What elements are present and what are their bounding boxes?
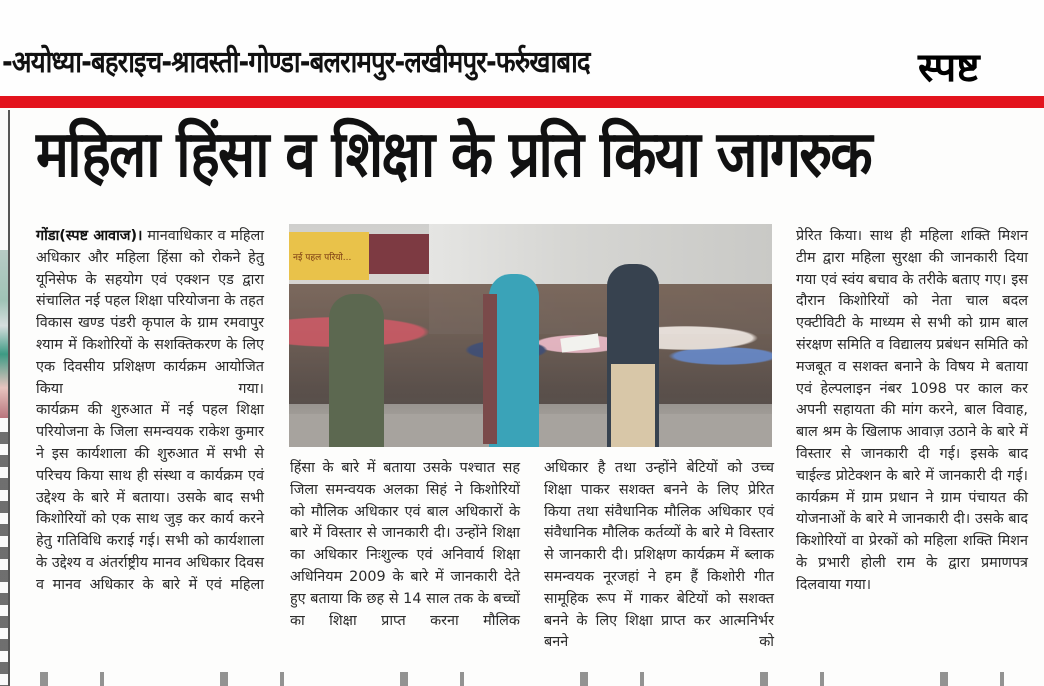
next-headline-fragment <box>40 672 1030 686</box>
article-paragraph: अधिकार है तथा उन्होंने बेटियों को उच्च शिक्षा पाकर सशक्त बनने के लिए प्रेरित किया तथा संवैधानिक मौलिक अधिकार एवं संवैधानिक मौलिक कर्तव्यों के बारे मे विस्तार से जानकारी दी। प्रशिक्षण कार्यक्रम में ब्लाक समन्वयक नूरजहां ने हम हैं किशोरी गीत सामूहिक रूप में गाकर बेटियों को सशक्त बनने के लिए शिक्षा प्राप्त कर आत्मनिर्भर बनने को <box>544 460 774 651</box>
photo-shawl <box>483 294 497 444</box>
article-column-2 <box>290 458 520 632</box>
photo-person-police-officer <box>607 264 659 447</box>
photo-person-green-jacket <box>329 294 384 447</box>
article-paragraph: हिंसा के बारे में बताया उसके पश्चात सह जिला समन्वयक अलका सिहं ने किशोरियों को मौलिक अधिकार एवं बाल अधिकारों के बारे में विस्तार से जानकारी दी। उन्होंने शिक्षा का अधिकार निःशुल्क एवं अनिवार्य शिक्षा अधिनियम 2009 के बारे में जानकारी देते हुए बताया कि छह से 14 साल तक के बच्चों का शिक्षा प्राप्त करना मौलिक <box>290 460 520 629</box>
article-headline: महिला हिंसा व शिक्षा के प्रति किया जागरुक <box>36 118 871 192</box>
photo-person-teal-suit <box>489 274 539 447</box>
article-photo <box>289 224 772 447</box>
article-paragraph: प्रेरित किया। साथ ही महिला शक्ति मिशन टीम द्वारा महिला सुरक्षा की जानकारी दिया गया एवं स्वंय बचाव के तरीके बताए गए। इस दौरान किशोरियों को नेता चाल बदल एक्टीविटी के माध्यम से सभी को ग्राम बाल संरक्षण समिति व विद्यालय प्रबंधन समिति को मजबूत व सशक्त बनाने के विषय मे बताया एवं हेल्पलाइन नंबर 1098 पर काल कर अपनी सहायता की मांग करने, बाल विवाह, बाल श्रम के खिलाफ आवाज़ उठाने के बारे में विस्तार से जानकारी दी गई। इसके बाद चाईल्ड प्रोटेक्शन के बारे में जानकारी दी गई। कार्यक्रम में ग्राम प्रधान ने ग्राम पंचायत की योजनाओं के बारे मे जानकारी दी। उसके बाद किशोरियों वा प्रेरकों को महिला शक्ति मिशन के प्रभारी होली राम के द्वारा प्रमाणपत्र दिलवाया गया। <box>796 228 1028 593</box>
article-column-1 <box>36 226 264 597</box>
masthead-divider <box>0 96 1044 108</box>
newspaper-logo: स्पष्ट <box>918 44 980 91</box>
photo-poster <box>369 234 429 274</box>
photo-uniform-pants <box>611 364 655 447</box>
district-dateline: -अयोध्या-बहराइच-श्रावस्ती-गोण्डा-बलरामपुर-लखीमपुर-फर्रुखाबाद <box>2 45 590 80</box>
article-paragraph <box>36 226 264 400</box>
article-column-3 <box>544 458 774 654</box>
paragraph-text: मानवाधिकार व महिला अधिकार और महिला हिंसा को रोकने हेतु यूनिसेफ के सहयोग एवं एक्शन एड द्वारा संचालित नई पहल शिक्षा परियोजना के तहत विकास खण्ड पंडरी कृपाल के ग्राम रमवापुर श्याम में किशोरियों के सशक्तिकरण के लिए एक दिवसीय प्रशिक्षण कार्यक्रम आयोजित किया गया। <box>36 228 264 397</box>
byline: गोंडा(स्पष्ट आवाज)। <box>36 228 143 244</box>
adjacent-photo-fragment <box>0 250 8 418</box>
photo-banner-text: नई पहल परियो... <box>293 253 352 263</box>
adjacent-article-fragment <box>0 110 10 686</box>
adjacent-text-fragment <box>0 428 8 686</box>
article-column-4 <box>796 226 1028 597</box>
masthead <box>0 0 1044 97</box>
article-paragraph: कार्यक्रम की शुरुआत में नई पहल शिक्षा परियोजना के जिला समन्वयक राकेश कुमार ने इस कार्यशाला की शुरुआत में सभी से परिचय किया साथ ही संस्था व कार्यक्रम एवं उद्देश्य के बारे में बताया। उसके बाद सभी किशोरियों को एक साथ जुड़ कर कार्य करने हेतु गतिविधि कराई गई। सभी को कार्यशाला के उद्देश्य व अंतर्राष्ट्रीय मानव अधिकार दिवस व मानव अधिकार के बारे में एवं महिला <box>36 402 264 593</box>
